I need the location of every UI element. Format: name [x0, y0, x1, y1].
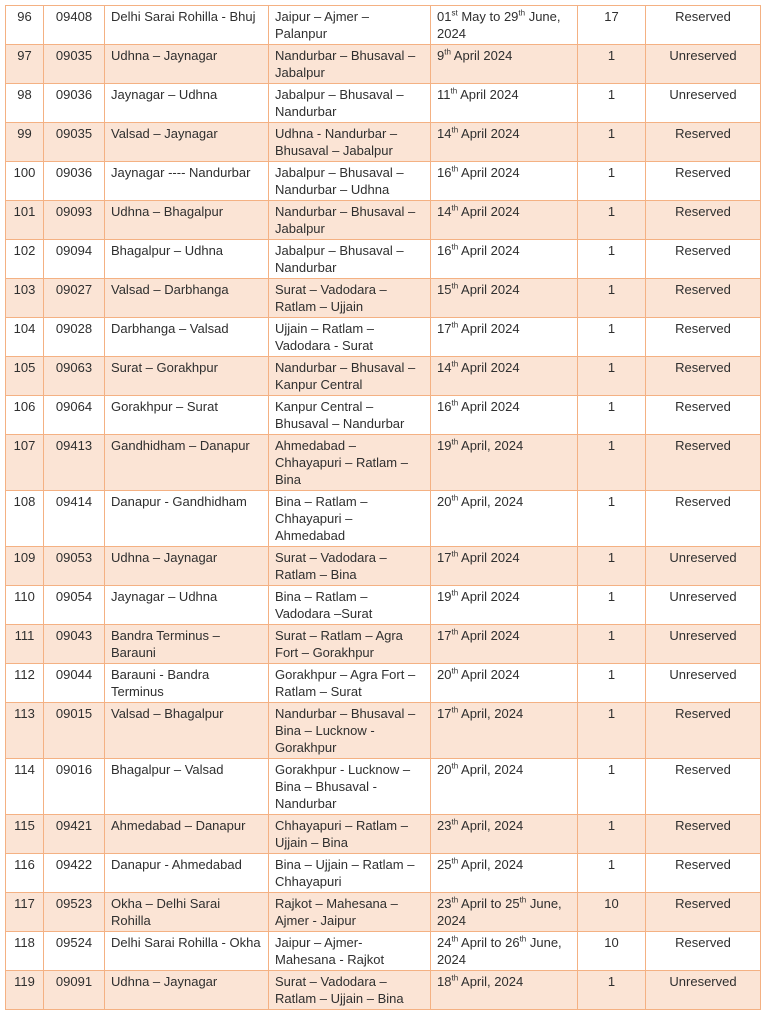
reservation-status-cell: Reserved: [646, 6, 761, 45]
train-name-cell: Ahmedabad – Danapur: [105, 815, 269, 854]
serial-number-cell: 106: [6, 396, 44, 435]
trips-count-cell: 1: [578, 491, 646, 547]
trips-count-cell: 1: [578, 854, 646, 893]
route-via-cell: Surat – Ratlam – Agra Fort – Gorakhpur: [269, 625, 431, 664]
route-via-cell: Rajkot – Mahesana – Ajmer - Jaipur: [269, 893, 431, 932]
trips-count-cell: 1: [578, 45, 646, 84]
run-date-cell: 17th April 2024: [431, 547, 578, 586]
table-row: [6, 893, 761, 932]
train-name-cell: Udhna – Jaynagar: [105, 45, 269, 84]
table-row: [6, 971, 761, 1010]
table-row: [6, 759, 761, 815]
train-number-cell: 09016: [44, 759, 105, 815]
reservation-status-cell: Reserved: [646, 759, 761, 815]
train-number-cell: 09422: [44, 854, 105, 893]
table-row: [6, 318, 761, 357]
reservation-status-cell: Reserved: [646, 435, 761, 491]
serial-number-cell: 113: [6, 703, 44, 759]
trips-count-cell: 1: [578, 123, 646, 162]
train-name-cell: Jaynagar – Udhna: [105, 84, 269, 123]
trips-count-cell: 1: [578, 664, 646, 703]
train-number-cell: 09027: [44, 279, 105, 318]
run-date-cell: 17th April 2024: [431, 625, 578, 664]
reservation-status-cell: Reserved: [646, 357, 761, 396]
serial-number-cell: 98: [6, 84, 44, 123]
reservation-status-cell: Reserved: [646, 854, 761, 893]
run-date-cell: 19th April 2024: [431, 586, 578, 625]
run-date-cell: 20th April, 2024: [431, 759, 578, 815]
route-via-cell: Jaipur – Ajmer – Palanpur: [269, 6, 431, 45]
reservation-status-cell: Reserved: [646, 815, 761, 854]
table-row: [6, 664, 761, 703]
serial-number-cell: 96: [6, 6, 44, 45]
trips-count-cell: 1: [578, 435, 646, 491]
train-name-cell: Jaynagar – Udhna: [105, 586, 269, 625]
train-name-cell: Darbhanga – Valsad: [105, 318, 269, 357]
reservation-status-cell: Reserved: [646, 893, 761, 932]
route-via-cell: Nandurbar – Bhusaval – Kanpur Central: [269, 357, 431, 396]
route-via-cell: Jabalpur – Bhusaval – Nandurbar: [269, 84, 431, 123]
train-number-cell: 09054: [44, 586, 105, 625]
run-date-cell: 20th April, 2024: [431, 491, 578, 547]
train-number-cell: 09413: [44, 435, 105, 491]
table-row: [6, 84, 761, 123]
route-via-cell: Surat – Vadodara – Ratlam – Ujjain – Bina: [269, 971, 431, 1010]
train-number-cell: 09524: [44, 932, 105, 971]
train-table-body: [6, 6, 761, 1010]
trips-count-cell: 1: [578, 971, 646, 1010]
route-via-cell: Surat – Vadodara – Ratlam – Ujjain: [269, 279, 431, 318]
route-via-cell: Nandurbar – Bhusaval – Jabalpur: [269, 201, 431, 240]
train-list-table: [5, 5, 761, 1010]
train-name-cell: Okha – Delhi Sarai Rohilla: [105, 893, 269, 932]
train-name-cell: Danapur - Gandhidham: [105, 491, 269, 547]
train-number-cell: 09015: [44, 703, 105, 759]
run-date-cell: 23th April to 25th June, 2024: [431, 893, 578, 932]
train-number-cell: 09091: [44, 971, 105, 1010]
table-row: [6, 932, 761, 971]
serial-number-cell: 107: [6, 435, 44, 491]
run-date-cell: 14th April 2024: [431, 357, 578, 396]
route-via-cell: Udhna - Nandurbar – Bhusaval – Jabalpur: [269, 123, 431, 162]
serial-number-cell: 111: [6, 625, 44, 664]
train-name-cell: Gorakhpur – Surat: [105, 396, 269, 435]
run-date-cell: 14th April 2024: [431, 201, 578, 240]
reservation-status-cell: Reserved: [646, 491, 761, 547]
serial-number-cell: 108: [6, 491, 44, 547]
trips-count-cell: 1: [578, 357, 646, 396]
route-via-cell: Ujjain – Ratlam – Vadodara - Surat: [269, 318, 431, 357]
document-page: [0, 5, 767, 1023]
train-name-cell: Valsad – Bhagalpur: [105, 703, 269, 759]
trips-count-cell: 1: [578, 547, 646, 586]
route-via-cell: Surat – Vadodara – Ratlam – Bina: [269, 547, 431, 586]
serial-number-cell: 99: [6, 123, 44, 162]
run-date-cell: 9th April 2024: [431, 45, 578, 84]
train-number-cell: 09044: [44, 664, 105, 703]
route-via-cell: Bina – Ujjain – Ratlam – Chhayapuri: [269, 854, 431, 893]
reservation-status-cell: Reserved: [646, 201, 761, 240]
run-date-cell: 18th April, 2024: [431, 971, 578, 1010]
trips-count-cell: 1: [578, 396, 646, 435]
train-number-cell: 09408: [44, 6, 105, 45]
train-name-cell: Valsad – Darbhanga: [105, 279, 269, 318]
trips-count-cell: 10: [578, 932, 646, 971]
trips-count-cell: 1: [578, 84, 646, 123]
table-row: [6, 6, 761, 45]
reservation-status-cell: Reserved: [646, 703, 761, 759]
train-number-cell: 09028: [44, 318, 105, 357]
run-date-cell: 01st May to 29th June, 2024: [431, 6, 578, 45]
table-row: [6, 357, 761, 396]
table-row: [6, 491, 761, 547]
reservation-status-cell: Unreserved: [646, 84, 761, 123]
reservation-status-cell: Unreserved: [646, 664, 761, 703]
route-via-cell: Bina – Ratlam – Chhayapuri – Ahmedabad: [269, 491, 431, 547]
run-date-cell: 23th April, 2024: [431, 815, 578, 854]
reservation-status-cell: Unreserved: [646, 625, 761, 664]
train-name-cell: Delhi Sarai Rohilla - Okha: [105, 932, 269, 971]
reservation-status-cell: Unreserved: [646, 586, 761, 625]
serial-number-cell: 103: [6, 279, 44, 318]
reservation-status-cell: Reserved: [646, 162, 761, 201]
run-date-cell: 14th April 2024: [431, 123, 578, 162]
train-name-cell: Surat – Gorakhpur: [105, 357, 269, 396]
train-number-cell: 09093: [44, 201, 105, 240]
serial-number-cell: 101: [6, 201, 44, 240]
trips-count-cell: 1: [578, 815, 646, 854]
serial-number-cell: 112: [6, 664, 44, 703]
trips-count-cell: 1: [578, 201, 646, 240]
table-row: [6, 547, 761, 586]
reservation-status-cell: Reserved: [646, 240, 761, 279]
route-via-cell: Bina – Ratlam – Vadodara –Surat: [269, 586, 431, 625]
run-date-cell: 25th April, 2024: [431, 854, 578, 893]
trips-count-cell: 1: [578, 703, 646, 759]
reservation-status-cell: Reserved: [646, 396, 761, 435]
serial-number-cell: 110: [6, 586, 44, 625]
run-date-cell: 16th April 2024: [431, 162, 578, 201]
run-date-cell: 17th April 2024: [431, 318, 578, 357]
serial-number-cell: 119: [6, 971, 44, 1010]
route-via-cell: Gorakhpur – Agra Fort – Ratlam – Surat: [269, 664, 431, 703]
train-name-cell: Jaynagar ---- Nandurbar: [105, 162, 269, 201]
serial-number-cell: 100: [6, 162, 44, 201]
table-row: [6, 45, 761, 84]
serial-number-cell: 114: [6, 759, 44, 815]
route-via-cell: Ahmedabad – Chhayapuri – Ratlam – Bina: [269, 435, 431, 491]
train-name-cell: Udhna – Bhagalpur: [105, 201, 269, 240]
train-number-cell: 09036: [44, 162, 105, 201]
run-date-cell: 20th April 2024: [431, 664, 578, 703]
route-via-cell: Kanpur Central – Bhusaval – Nandurbar: [269, 396, 431, 435]
table-row: [6, 625, 761, 664]
serial-number-cell: 115: [6, 815, 44, 854]
train-number-cell: 09035: [44, 123, 105, 162]
serial-number-cell: 117: [6, 893, 44, 932]
reservation-status-cell: Unreserved: [646, 971, 761, 1010]
table-row: [6, 435, 761, 491]
trips-count-cell: 1: [578, 586, 646, 625]
train-name-cell: Bhagalpur – Valsad: [105, 759, 269, 815]
run-date-cell: 15th April 2024: [431, 279, 578, 318]
route-via-cell: Jaipur – Ajmer- Mahesana - Rajkot: [269, 932, 431, 971]
run-date-cell: 11th April 2024: [431, 84, 578, 123]
train-number-cell: 09523: [44, 893, 105, 932]
serial-number-cell: 97: [6, 45, 44, 84]
route-via-cell: Jabalpur – Bhusaval – Nandurbar – Udhna: [269, 162, 431, 201]
serial-number-cell: 105: [6, 357, 44, 396]
table-row: [6, 162, 761, 201]
serial-number-cell: 102: [6, 240, 44, 279]
trips-count-cell: 1: [578, 279, 646, 318]
train-name-cell: Bandra Terminus – Barauni: [105, 625, 269, 664]
train-number-cell: 09036: [44, 84, 105, 123]
table-row: [6, 586, 761, 625]
train-name-cell: Udhna – Jaynagar: [105, 547, 269, 586]
route-via-cell: Chhayapuri – Ratlam – Ujjain – Bina: [269, 815, 431, 854]
serial-number-cell: 104: [6, 318, 44, 357]
run-date-cell: 24th April to 26th June, 2024: [431, 932, 578, 971]
route-via-cell: Nandurbar – Bhusaval – Bina – Lucknow - Gorakhpur: [269, 703, 431, 759]
reservation-status-cell: Unreserved: [646, 45, 761, 84]
trips-count-cell: 17: [578, 6, 646, 45]
train-number-cell: 09063: [44, 357, 105, 396]
trips-count-cell: 10: [578, 893, 646, 932]
table-row: [6, 201, 761, 240]
train-number-cell: 09053: [44, 547, 105, 586]
table-row: [6, 854, 761, 893]
table-row: [6, 815, 761, 854]
trips-count-cell: 1: [578, 759, 646, 815]
reservation-status-cell: Reserved: [646, 123, 761, 162]
reservation-status-cell: Reserved: [646, 318, 761, 357]
table-row: [6, 123, 761, 162]
reservation-status-cell: Reserved: [646, 279, 761, 318]
train-name-cell: Gandhidham – Danapur: [105, 435, 269, 491]
serial-number-cell: 116: [6, 854, 44, 893]
run-date-cell: 16th April 2024: [431, 240, 578, 279]
table-row: [6, 279, 761, 318]
table-row: [6, 396, 761, 435]
run-date-cell: 19th April, 2024: [431, 435, 578, 491]
train-number-cell: 09414: [44, 491, 105, 547]
trips-count-cell: 1: [578, 162, 646, 201]
train-name-cell: Barauni - Bandra Terminus: [105, 664, 269, 703]
trips-count-cell: 1: [578, 318, 646, 357]
table-row: [6, 703, 761, 759]
run-date-cell: 17th April, 2024: [431, 703, 578, 759]
reservation-status-cell: Reserved: [646, 932, 761, 971]
reservation-status-cell: Unreserved: [646, 547, 761, 586]
route-via-cell: Gorakhpur - Lucknow – Bina – Bhusaval - Nandurbar: [269, 759, 431, 815]
trips-count-cell: 1: [578, 625, 646, 664]
train-name-cell: Delhi Sarai Rohilla - Bhuj: [105, 6, 269, 45]
run-date-cell: 16th April 2024: [431, 396, 578, 435]
serial-number-cell: 109: [6, 547, 44, 586]
train-number-cell: 09421: [44, 815, 105, 854]
train-number-cell: 09035: [44, 45, 105, 84]
train-number-cell: 09064: [44, 396, 105, 435]
table-row: [6, 240, 761, 279]
route-via-cell: Jabalpur – Bhusaval – Nandurbar: [269, 240, 431, 279]
trips-count-cell: 1: [578, 240, 646, 279]
train-number-cell: 09043: [44, 625, 105, 664]
train-name-cell: Danapur - Ahmedabad: [105, 854, 269, 893]
train-name-cell: Bhagalpur – Udhna: [105, 240, 269, 279]
train-name-cell: Udhna – Jaynagar: [105, 971, 269, 1010]
train-number-cell: 09094: [44, 240, 105, 279]
route-via-cell: Nandurbar – Bhusaval – Jabalpur: [269, 45, 431, 84]
train-name-cell: Valsad – Jaynagar: [105, 123, 269, 162]
serial-number-cell: 118: [6, 932, 44, 971]
